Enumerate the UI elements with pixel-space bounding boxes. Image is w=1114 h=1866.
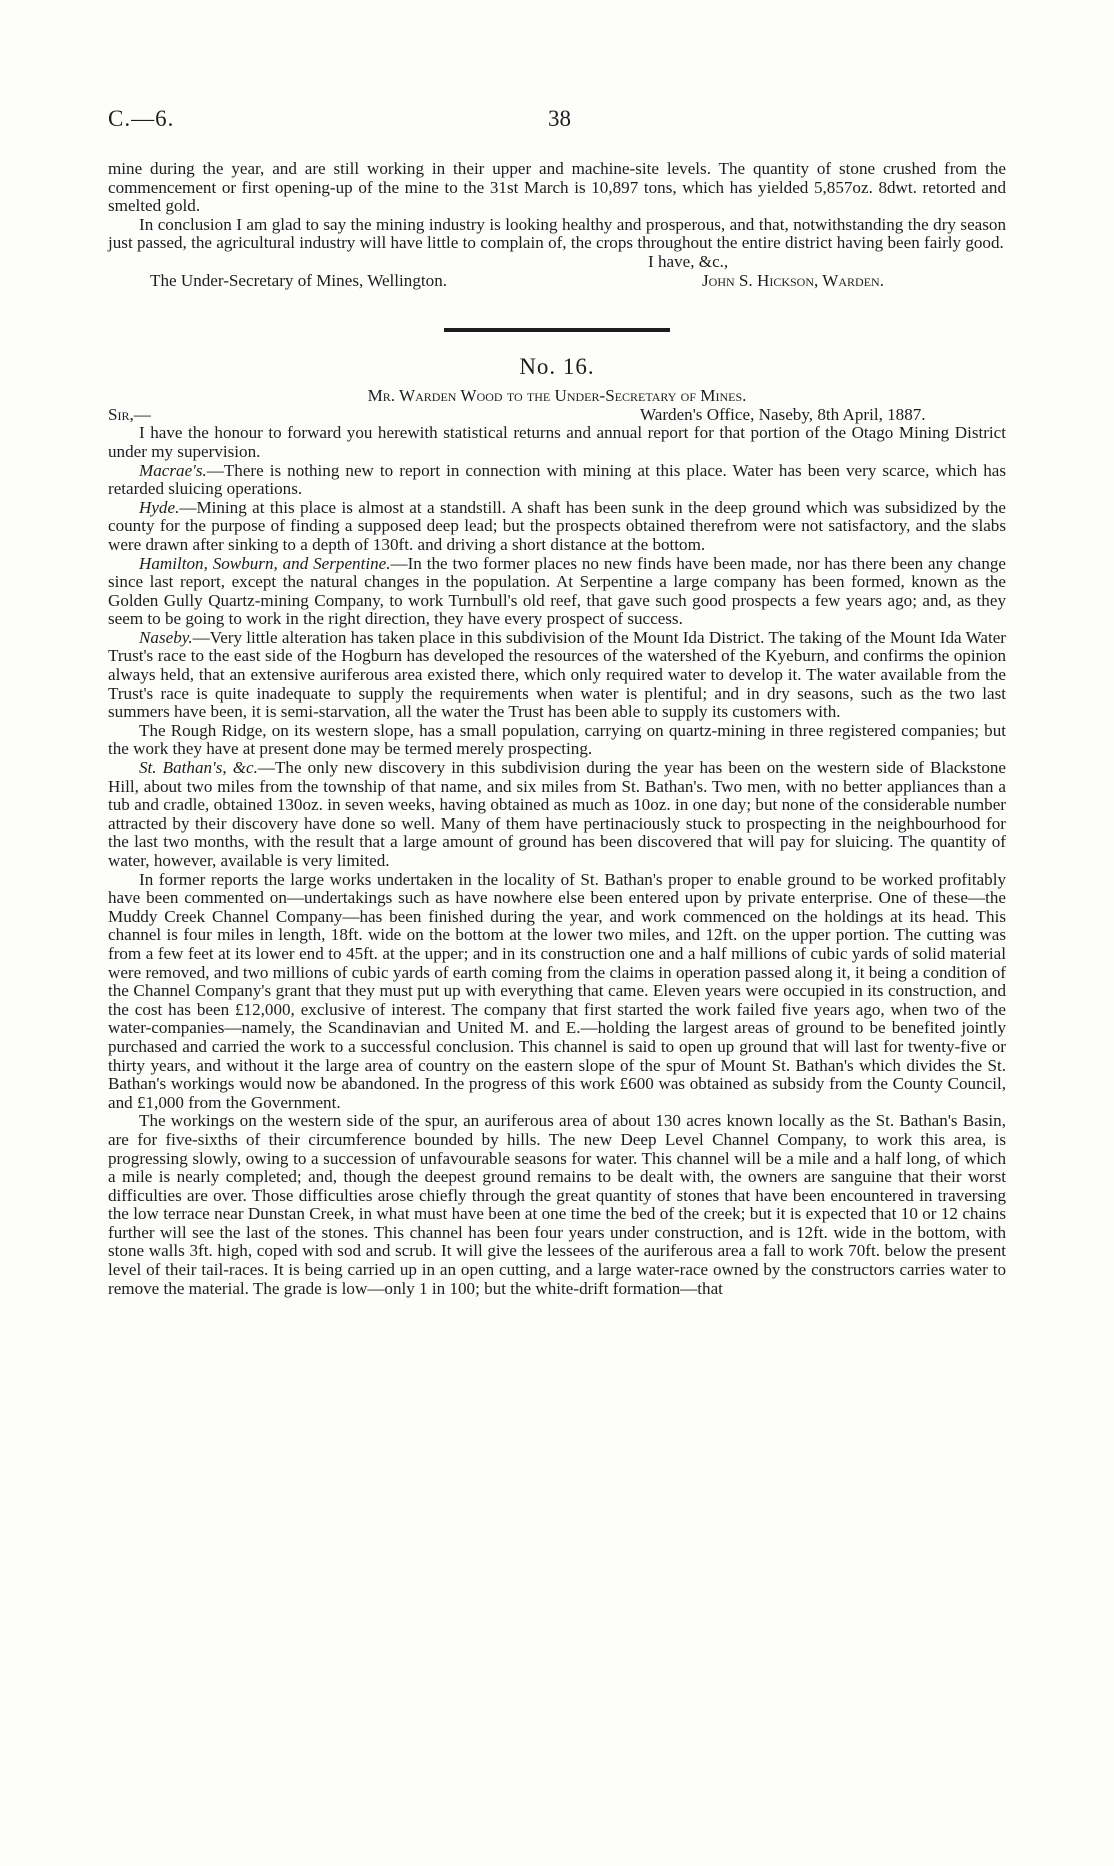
paragraph-text: —Very little alteration has taken place in this subdivision of the Mount Ida District. The taking of the Mount Ida Water Trust's race to the east side of the Hogburn has developed the resources of the watershed of the Kyeburn, and confirms the opinion always held, that an extensive auriferous area existed there, which only required water to develop it. The water available from the Trust's race is quite inadequate to supply the requirements when water is plentiful; and in dry seasons, such as the two last summers have been, it is semi-starvation, all the water the Trust has been able to supply its customers with.: [108, 627, 1006, 722]
letter-title: Mr. Warden Wood to the Under-Secretary of Mines.: [367, 386, 747, 406]
addressee: The Under-Secretary of Mines, Wellington.: [150, 270, 448, 290]
letter-paragraph: [108, 462, 1006, 499]
page-content: [108, 160, 1006, 1298]
dateline: Warden's Office, Naseby, 8th April, 1887.: [640, 404, 926, 424]
salutation-line: [108, 406, 1006, 425]
letter-paragraph: [108, 629, 1006, 722]
letter-paragraph: [108, 1112, 1006, 1298]
section-divider: [444, 328, 670, 332]
paragraph-text: The workings on the western side of the spur, an auriferous area of about 130 acres known locally as the St. Bathan's Basin, are for five-sixths of their circumference bounded by hills. The new Deep Level Channel Company, to work this area, is progressing slowly, owing to a succession of unfavourable seasons for water. This channel will be a mile and a half long, of which a mile is nearly completed; and, though the deepest ground remains to be dealt with, the owners are sanguine that their worst difficulties are over. Those difficulties arose chiefly through the great quantity of stones that have been encountered in traversing the low terrace near Dunstan Creek, in what must have been at one time the bed of the creek; but it is expected that 10 or 12 chains further will see the last of the stones. This channel has been four years under construction, and is 12ft. wide in the bottom, with stone walls 3ft. high, coped with sod and scrub. It will give the lessees of the auriferous area a fall to work 70ft. below the present level of their tail-races. It is being carried up in an open cutting, and a large water-race owned by the constructors carries water to remove the material. The grade is low—only 1 in 100; but the white-drift formation—that: [108, 1111, 1006, 1298]
letter-paragraph: [108, 759, 1006, 871]
salutation: Sir,—: [108, 404, 151, 424]
page-number: 38: [548, 106, 571, 131]
paragraph-text: —Mining at this place is almost at a standstill. A shaft has been sunk in the deep ground which was subsidized by the county for the purpose of finding a supposed deep lead; but the prospects obtained therefrom were not satisfactory, and the slabs were drawn after sinking to a depth of 130ft. and driving a short distance at the bottom.: [108, 497, 1006, 554]
letter-paragraph: [108, 499, 1006, 555]
letter-number: No. 16.: [519, 354, 595, 380]
letter-paragraph: [108, 871, 1006, 1113]
address-line: [108, 272, 1006, 291]
paragraph-lead: Macrae's.: [139, 460, 207, 480]
valediction: I have, &c.,: [648, 251, 729, 271]
document-reference: C.—6.: [108, 106, 175, 131]
paragraph-text: The Rough Ridge, on its western slope, has a small population, carrying on quartz-mining in three registered companies; but the work they have at present done may be termed merely prospecting.: [108, 720, 1006, 759]
letter-paragraph: [108, 555, 1006, 629]
valediction-line: [108, 253, 1006, 272]
paragraph-text: —In the two former places no new finds have been made, nor has there been any change since last report, except the natural changes in the population. At Serpentine a large company has been formed, known as the Golden Gully Quartz-mining Company, to work Turnbull's old reef, that gave such good prospects a few years ago; and, as they seem to be going to work in the right direction, they have every prospect of success.: [108, 553, 1007, 629]
conclusion-paragraph: In conclusion I am glad to say the mining industry is looking healthy and prosperous, and that, notwithstanding the dry season just passed, the agricultural industry will have little to complain of, the crops throughout the entire district having been fairly good.: [108, 214, 1006, 253]
paragraph-lead: St. Bathan's, &c.: [139, 758, 258, 778]
paragraph-lead: Naseby.: [139, 627, 193, 647]
letter-paragraph: [108, 722, 1006, 759]
paragraph-text: —The only new discovery in this subdivision during the year has been on the western side of Blackstone Hill, about two miles from the township of that name, and six miles from St. Bathan's. Two men, with no better appliances than a tub and cradle, obtained 130oz. in seven weeks, having obtained as much as 10oz. in one day; but none of the considerable number attracted by their discovery have done so well. Many of them have pertinaciously stuck to prospecting in the neighbourhood for the last two months, with the result that a large amount of ground has been discovered that will pay for sluicing. The quantity of water, however, available is very limited.: [108, 758, 1006, 870]
paragraph-lead: Hyde.: [139, 497, 180, 517]
paragraph-text: —There is nothing new to report in connection with mining at this place. Water has been very scarce, which has retarded sluicing operations.: [108, 460, 1006, 499]
signatory: John S. Hickson, Warden.: [702, 270, 884, 290]
paragraph-text: In former reports the large works undertaken in the locality of St. Bathan's proper to enable ground to be worked profitably have been commented on—undertakings such as have nowhere else been entered upon by private enterprise. One of these—the Muddy Creek Channel Company—has been finished during the year, and work commenced on the holdings at its head. This channel is four miles in length, 18ft. wide on the bottom at the lower two miles, and 12ft. on the upper portion. The cutting was from a few feet at its lower end to 45ft. at the upper; and in its construction one and a half millions of cubic yards of solid material were removed, and two millions of cubic yards of earth coming from the claims in operation passed along it, it being a condition of the Channel Company's grant that they must put up with everything that came. Eleven years were occupied in its construction, and the cost has been £12,000, exclusive of interest. The company that first started the work failed five years ago, when two of the water-companies—namely, the Scandinavian and United M. and E.—holding the largest areas of ground to be benefited jointly purchased and carried the work to a successful conclusion. This channel is said to open up ground that will last for twenty-five or thirty years, and without it the large area of country on the eastern slope of the spur of Mount St. Bathan's which divides the St. Bathan's workings would now be abandoned. In the progress of this work £600 was obtained as subsidy from the County Council, and £1,000 from the Government.: [108, 869, 1006, 1112]
paragraph-lead: Hamilton, Sowburn, and Serpentine.: [139, 553, 391, 573]
letter-paragraph: [108, 424, 1006, 461]
paragraph-text: I have the honour to forward you herewith statistical returns and annual report for that portion of the Otago Mining District under my supervision.: [108, 423, 1006, 461]
continuation-paragraph: mine during the year, and are still working in their upper and machine-site levels. The quantity of stone crushed from the commencement or first opening-up of the mine to the 31st March is 10,897 tons, which has yielded 5,857oz. 8dwt. retorted and smelted gold.: [108, 159, 1006, 216]
